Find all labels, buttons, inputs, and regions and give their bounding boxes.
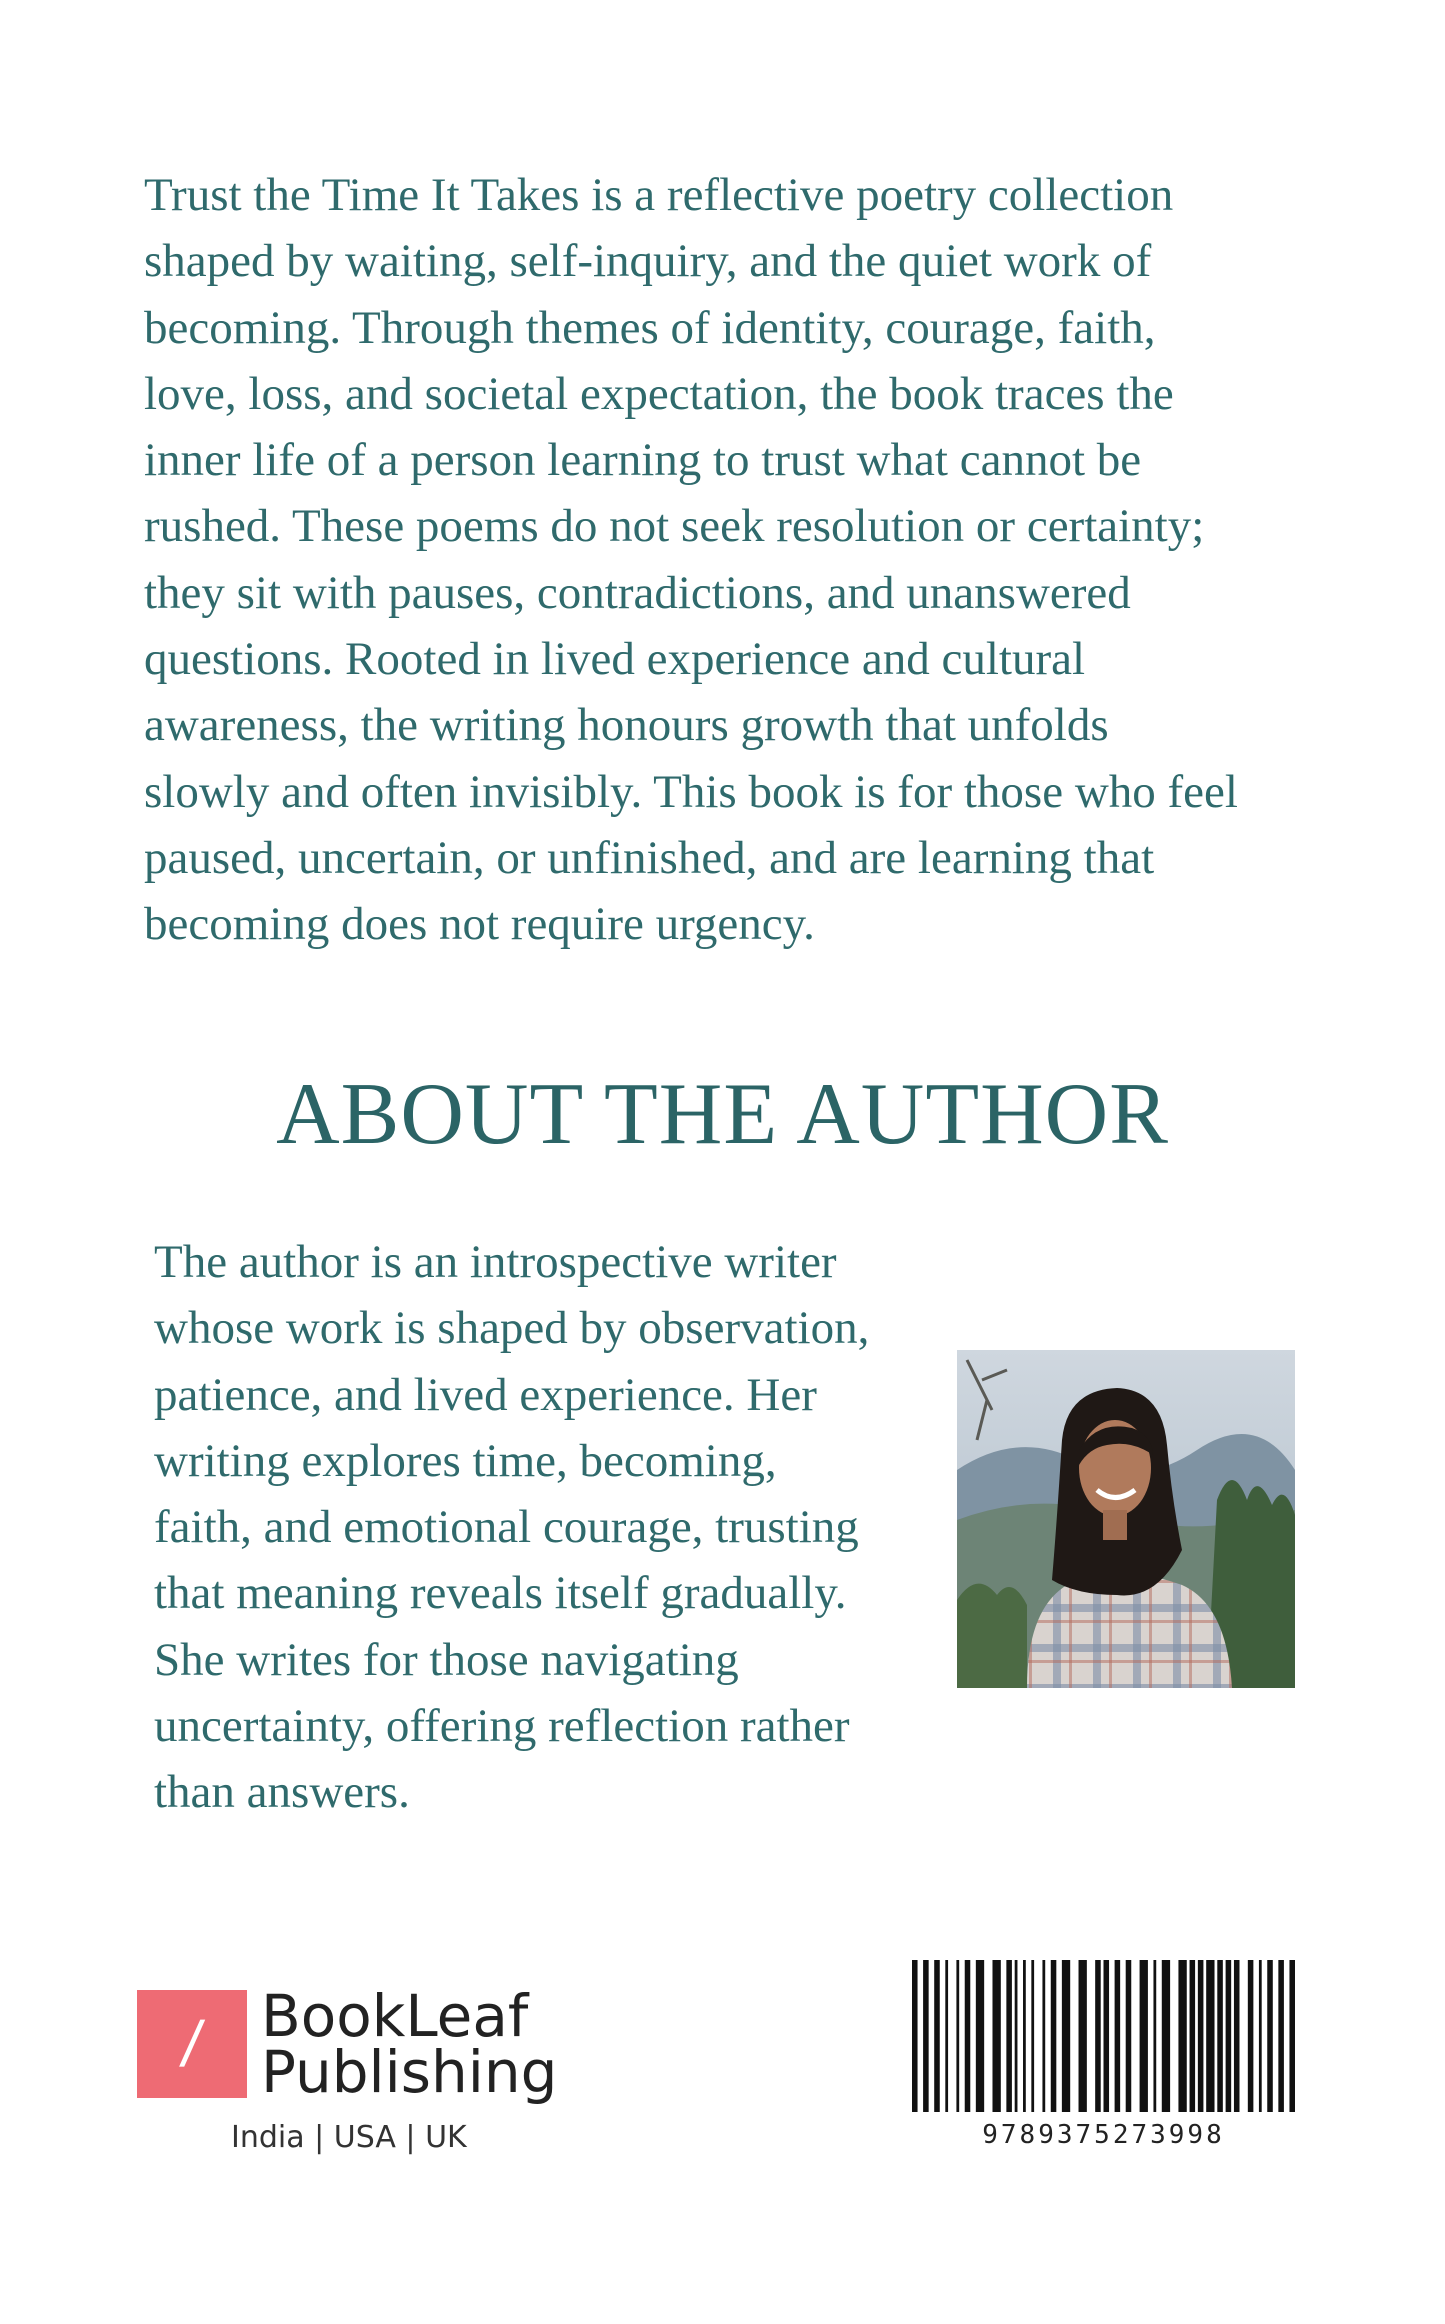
blurb-line: becoming. Through themes of identity, courage, faith, — [144, 301, 1156, 354]
bio-line: writing explores time, becoming, — [154, 1434, 777, 1487]
barcode-bar — [1023, 1960, 1026, 2112]
barcode-bar — [976, 1960, 984, 2112]
blurb-line: shaped by waiting, self-inquiry, and the quiet work of — [144, 235, 1152, 288]
blurb-line: slowly and often invisibly. This book is for those who feel — [144, 765, 1238, 818]
blurb-line: inner life of a person learning to trust what cannot be — [144, 434, 1142, 487]
author-bio — [154, 1229, 934, 1826]
publisher-name-line1: BookLeaf — [261, 1982, 529, 2050]
bio-line: She writes for those navigating — [154, 1633, 739, 1686]
blurb-line: awareness, the writing honours growth that unfolds — [144, 699, 1109, 752]
blurb-line: paused, uncertain, or unfinished, and are learning that — [144, 831, 1155, 884]
barcode-bar — [1234, 1960, 1240, 2112]
barcode-bar — [1140, 1960, 1148, 2112]
isbn-barcode — [912, 1960, 1295, 2112]
barcode-bar — [1278, 1960, 1284, 2112]
barcode-bar — [1095, 1960, 1101, 2112]
barcode-bar — [945, 1960, 948, 2112]
barcode-bar — [1162, 1960, 1170, 2112]
bio-line: patience, and lived experience. Her — [154, 1368, 817, 1421]
barcode-bar — [912, 1960, 918, 2112]
bio-line: The author is an introspective writer — [154, 1236, 837, 1288]
blurb-line: becoming does not require urgency. — [144, 898, 815, 951]
author-photo — [957, 1350, 1295, 1688]
barcode-bar — [934, 1960, 940, 2112]
barcode-bar — [1226, 1960, 1232, 2112]
barcode-bar — [1126, 1960, 1132, 2112]
barcode-bar — [1267, 1960, 1273, 2112]
bio-line: whose work is shaped by observation, — [154, 1302, 870, 1355]
barcode-bar — [1115, 1960, 1121, 2112]
barcode-bar — [1248, 1960, 1254, 2112]
barcode-bar — [1079, 1960, 1087, 2112]
blurb-line: love, loss, and societal expectation, the book traces the — [144, 367, 1174, 420]
publisher-logo-mark — [137, 1990, 247, 2098]
barcode-bar — [1206, 1960, 1214, 2112]
bio-line: faith, and emotional courage, trusting — [154, 1501, 859, 1554]
barcode-bar — [1031, 1960, 1034, 2112]
bio-line: uncertainty, offering reflection rather — [154, 1700, 850, 1753]
barcode-bar — [1006, 1960, 1012, 2112]
barcode-bar — [1104, 1960, 1110, 2112]
publisher-slash-icon: / — [176, 2008, 208, 2080]
about-author-heading: ABOUT THE AUTHOR — [276, 1066, 1169, 1163]
isbn-number: 9789375273998 — [982, 2120, 1225, 2150]
publisher-name-line2: Publishing — [261, 2038, 558, 2106]
book-blurb — [144, 162, 1344, 958]
barcode-bar — [1178, 1960, 1186, 2112]
barcode-bar — [965, 1960, 971, 2112]
barcode-bar — [956, 1960, 959, 2112]
barcode-bar — [992, 1960, 1000, 2112]
barcode-bar — [1217, 1960, 1223, 2112]
barcode-bar — [1015, 1960, 1018, 2112]
blurb-line: rushed. These poems do not seek resolution or certainty; — [144, 500, 1205, 553]
barcode-bar — [923, 1960, 929, 2112]
blurb-line: Trust the Time It Takes is a reflective poetry collection — [144, 169, 1174, 221]
barcode-bar — [1062, 1960, 1070, 2112]
publisher-regions: India | USA | UK — [231, 2120, 467, 2155]
barcode-bar — [1042, 1960, 1045, 2112]
bio-line: than answers. — [154, 1766, 410, 1819]
barcode-bar — [1190, 1960, 1196, 2112]
blurb-line: questions. Rooted in lived experience and cultural — [144, 633, 1086, 686]
bio-line: that meaning reveals itself gradually. — [154, 1567, 847, 1620]
barcode-bar — [1153, 1960, 1156, 2112]
barcode-bar — [1198, 1960, 1204, 2112]
blurb-line: they sit with pauses, contradictions, and unanswered — [144, 566, 1131, 619]
barcode-bar — [1289, 1960, 1295, 2112]
barcode-bar — [1051, 1960, 1057, 2112]
barcode-bar — [1259, 1960, 1262, 2112]
author-photo-illustration — [957, 1350, 1295, 1688]
